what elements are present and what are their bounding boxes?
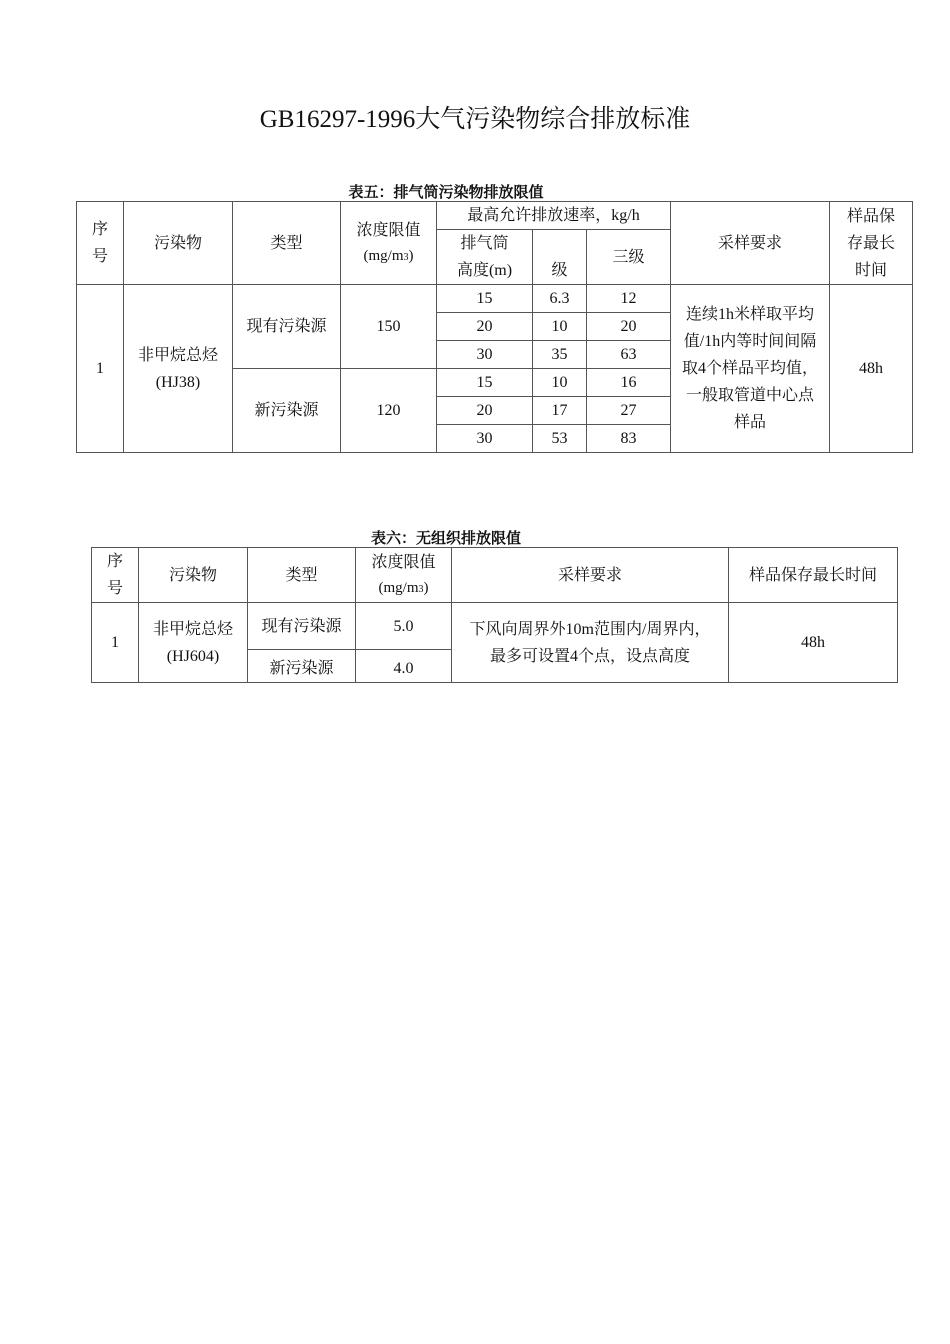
cell-level3: 20 [587,313,671,341]
pollutant-name: 非甲烷总烃 [152,620,233,638]
document-title: GB16297-1996大气污染物综合排放标准 [259,106,691,133]
cell-level3: 83 [587,425,671,453]
cell-height: 30 [437,425,533,453]
row-type-new: 新污染源 [233,369,341,453]
cell-level2: 6.3 [533,285,587,313]
cell-height: 20 [437,313,533,341]
cell-height: 15 [437,285,533,313]
table-row [77,285,913,313]
row-seq: 1 [77,285,124,453]
header-level2: 级 [533,230,587,285]
row-type-existing: 现有污染源 [233,285,341,369]
cell-height: 15 [437,369,533,397]
pollutant-code: (HJ38) [155,373,201,391]
cell-level2: 17 [533,397,587,425]
pollutant-name: 非甲烷总烃 [137,346,218,364]
cell-height: 30 [437,341,533,369]
header-conc-unit: (mg/m3) [378,579,429,596]
table6-caption: 表六：无组织排放限值 [370,529,521,547]
cell-level3: 12 [587,285,671,313]
header-conc-unit: (mg/m3) [363,247,414,264]
header-type: 类型 [248,548,356,603]
header-max-rate: 最高允许排放速率，kg/h [437,202,671,230]
pollutant-code: (HJ604) [166,647,220,665]
row-pollutant [139,603,248,683]
cell-height: 20 [437,397,533,425]
table5-caption: 表五：排气筒污染物排放限值 [348,183,544,201]
header-level3: 三级 [587,230,671,285]
header-type: 类型 [233,202,341,285]
cell-level3: 63 [587,341,671,369]
header-conc-label: 浓度限值 [356,221,421,239]
header-storage: 样品保存最长时间 [830,202,913,285]
header-conc-label: 浓度限值 [371,553,436,571]
table6-fugitive-emission-limits [91,547,898,683]
header-pollutant: 污染物 [124,202,233,285]
row-storage: 48h [729,603,898,683]
row-type-existing: 现有污染源 [248,603,356,650]
header-conc-limit [356,548,452,603]
table5-stack-emission-limits [76,201,913,453]
table-row [92,603,898,650]
row-conc-new: 120 [341,369,437,453]
header-seq: 序号 [92,548,139,603]
row-sampling: 连续1h米样取平均值/1h内等时间间隔取4个样品平均值，一般取管道中心点样品 [671,285,830,453]
cell-level2: 10 [533,369,587,397]
header-sampling: 采样要求 [671,202,830,285]
row-storage: 48h [830,285,913,453]
row-pollutant [124,285,233,453]
cell-level2: 35 [533,341,587,369]
row-conc-existing: 5.0 [356,603,452,650]
row-conc-existing: 150 [341,285,437,369]
row-conc-new: 4.0 [356,650,452,683]
cell-level3: 16 [587,369,671,397]
cell-level2: 53 [533,425,587,453]
header-stack-height: 排气筒高度(m) [437,230,533,285]
row-seq: 1 [92,603,139,683]
header-sampling: 采样要求 [452,548,729,603]
header-seq: 序号 [77,202,124,285]
row-sampling: 下风向周界外10m范围内/周界内，最多可设置4个点，设点高度 [452,603,729,683]
cell-level2: 10 [533,313,587,341]
header-conc-limit [341,202,437,285]
cell-level3: 27 [587,397,671,425]
row-type-new: 新污染源 [248,650,356,683]
header-pollutant: 污染物 [139,548,248,603]
header-storage: 样品保存最长时间 [729,548,898,603]
